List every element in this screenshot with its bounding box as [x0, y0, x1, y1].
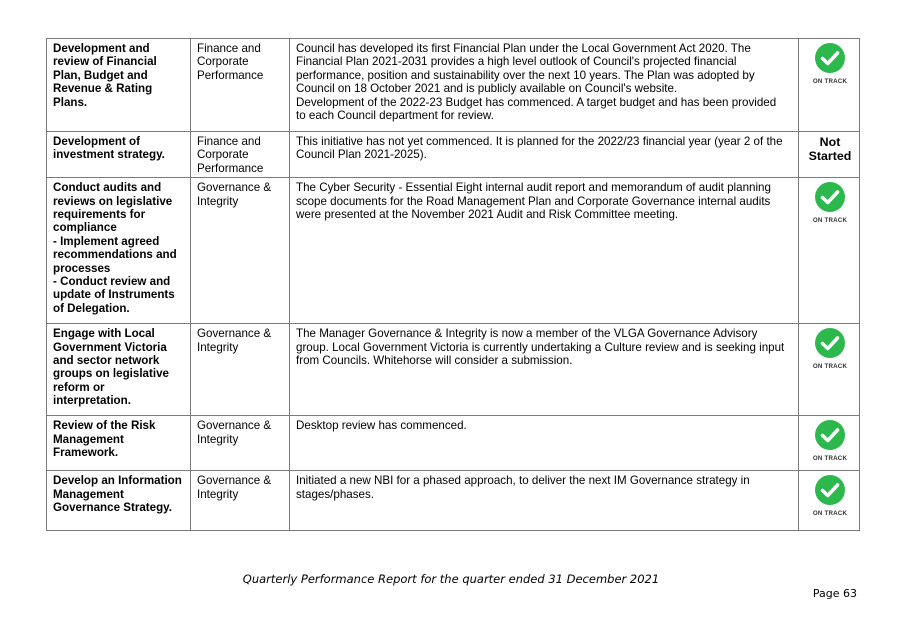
initiative-name [47, 39, 191, 132]
status-label: ON TRACK [812, 510, 848, 518]
not-started-status [805, 135, 855, 163]
status-cell [799, 416, 860, 471]
progress-comment [290, 324, 799, 416]
initiative-name-line: interpretation. [53, 394, 131, 408]
department-line: Corporate [197, 55, 249, 69]
initiative-name-line: Government Victoria [53, 340, 167, 354]
progress-comment-line: scope documents for the Road Management Plan and Corporate Governance internal audits [296, 194, 771, 208]
report-footer-title: Quarterly Performance Report for the quarter ended 31 December 2021 [242, 572, 660, 586]
initiative-name-line: Revenue & Rating [53, 82, 153, 96]
initiative-name-line: processes [53, 261, 111, 275]
initiative-name-line: Review of the Risk [53, 419, 156, 433]
check-circle-icon [813, 419, 847, 451]
initiative-name-line: Plan, Budget and [53, 68, 148, 82]
department-line: Finance and [197, 42, 261, 55]
initiative-name-line: reform or [53, 380, 105, 394]
table-row [47, 178, 860, 324]
check-circle-icon [813, 474, 847, 506]
progress-comment-line: were presented at the November 2021 Audit and Risk Committee meeting. [296, 208, 679, 222]
plan-table-body [47, 39, 860, 531]
progress-comment-line: Desktop review has commenced. [296, 419, 467, 433]
progress-comment-line: Council on 18 October 2021 and is publicly available on Council's website. [296, 82, 678, 96]
responsible-department [191, 416, 290, 471]
initiative-name [47, 416, 191, 471]
initiative-name-line: Develop an Information [53, 474, 182, 488]
initiative-name [47, 132, 191, 178]
initiative-name [47, 471, 191, 531]
responsible-department [191, 132, 290, 178]
initiative-name-line: update of Instruments [53, 288, 175, 302]
progress-comment [290, 39, 799, 132]
initiative-name-line: Development and [53, 42, 150, 55]
progress-comment-line: Council Plan 2021-2025). [296, 148, 427, 162]
initiative-name-line: review of Financial [53, 55, 157, 69]
status-text-line: Started [808, 149, 852, 163]
status-cell [799, 178, 860, 324]
initiative-name-line: Plans. [53, 95, 88, 109]
progress-comment [290, 132, 799, 178]
table-row [47, 324, 860, 416]
progress-comment-line: Initiated a new NBI for a phased approach, to deliver the next IM Governance strategy in [296, 474, 750, 488]
progress-comment [290, 416, 799, 471]
initiative-name-line: Management [53, 432, 124, 446]
status-cell [799, 324, 860, 416]
progress-comment-line: from Councils. Whitehorse will consider a submission. [296, 354, 573, 368]
department-line: Governance & [197, 419, 272, 433]
initiative-name-line: - Conduct review and [53, 275, 171, 289]
progress-comment [290, 471, 799, 531]
responsible-department [191, 471, 290, 531]
initiative-name-line: Engage with Local [53, 327, 155, 341]
department-line: Performance [197, 161, 264, 175]
on-track-status-badge [813, 419, 847, 462]
department-line: Governance & [197, 474, 272, 488]
progress-comment-line: Council has developed its first Financial Plan under the Local Government Act 2020. The [296, 42, 751, 55]
progress-comment-line: to each Council department for review. [296, 109, 494, 123]
responsible-department [191, 39, 290, 132]
on-track-status-badge [813, 327, 847, 370]
initiative-name-line: Conduct audits and [53, 181, 162, 195]
department-line: Integrity [197, 487, 239, 501]
department-line: Integrity [197, 194, 239, 208]
progress-comment-line: Financial Plan 2021-2031 provides a high level outlook of Council's projected financial [296, 55, 737, 69]
council-plan-table [46, 38, 860, 531]
page-number: Page 63 [812, 587, 857, 600]
progress-comment-line: Development of the 2022-23 Budget has commenced. A target budget and has been provided [296, 95, 777, 109]
responsible-department [191, 178, 290, 324]
check-circle-icon [813, 327, 847, 359]
on-track-status-badge [813, 42, 847, 85]
responsible-department [191, 324, 290, 416]
progress-comment-line: performance, position and sustainability over the next 10 years. The Plan was adopted by [296, 68, 755, 82]
table-row [47, 132, 860, 178]
initiative-name-line: recommendations and [53, 248, 177, 262]
department-line: Integrity [197, 432, 239, 446]
initiative-name-line: of Delegation. [53, 301, 130, 315]
initiative-name-line: Development of [53, 135, 140, 148]
status-label: ON TRACK [812, 363, 848, 371]
status-text-line: Not [819, 135, 841, 149]
on-track-status-badge [813, 181, 847, 224]
department-line: Corporate [197, 148, 249, 162]
status-label: ON TRACK [812, 78, 848, 85]
initiative-name-line: Governance Strategy. [53, 501, 172, 515]
check-circle-icon [813, 181, 847, 213]
progress-comment-line: stages/phases. [296, 487, 374, 501]
status-cell [799, 132, 860, 178]
initiative-name-line: reviews on legislative [53, 194, 173, 208]
department-line: Performance [197, 68, 264, 82]
initiative-name-line: Framework. [53, 446, 119, 460]
progress-comment-line: This initiative has not yet commenced. It is planned for the 2022/23 financial year (year 2 of the [296, 135, 783, 148]
department-line: Governance & [197, 327, 272, 341]
status-cell [799, 39, 860, 132]
status-cell [799, 471, 860, 531]
initiative-name-line: compliance [53, 221, 117, 235]
initiative-name-line: Management [53, 487, 124, 501]
initiative-name-line: - Implement agreed [53, 234, 160, 248]
initiative-name [47, 178, 191, 324]
progress-comment [290, 178, 799, 324]
department-line: Finance and [197, 135, 261, 148]
table-row [47, 39, 860, 132]
initiative-name-line: investment strategy. [53, 148, 165, 162]
initiative-name-line: groups on legislative [53, 367, 169, 381]
check-circle-icon [813, 42, 847, 74]
initiative-name-line: and sector network [53, 354, 160, 368]
on-track-status-badge [813, 474, 847, 517]
initiative-name [47, 324, 191, 416]
table-row [47, 471, 860, 531]
status-label: ON TRACK [812, 455, 848, 463]
department-line: Integrity [197, 340, 239, 354]
progress-comment-line: The Cyber Security - Essential Eight internal audit report and memorandum of audit planning [296, 181, 771, 195]
table-row [47, 416, 860, 471]
progress-comment-line: The Manager Governance & Integrity is now a member of the VLGA Governance Advisory [296, 327, 758, 341]
department-line: Governance & [197, 181, 272, 195]
initiative-name-line: requirements for [53, 208, 146, 222]
status-label: ON TRACK [812, 217, 848, 225]
progress-comment-line: group. Local Government Victoria is currently undertaking a Culture review and is seeking input [296, 340, 785, 354]
